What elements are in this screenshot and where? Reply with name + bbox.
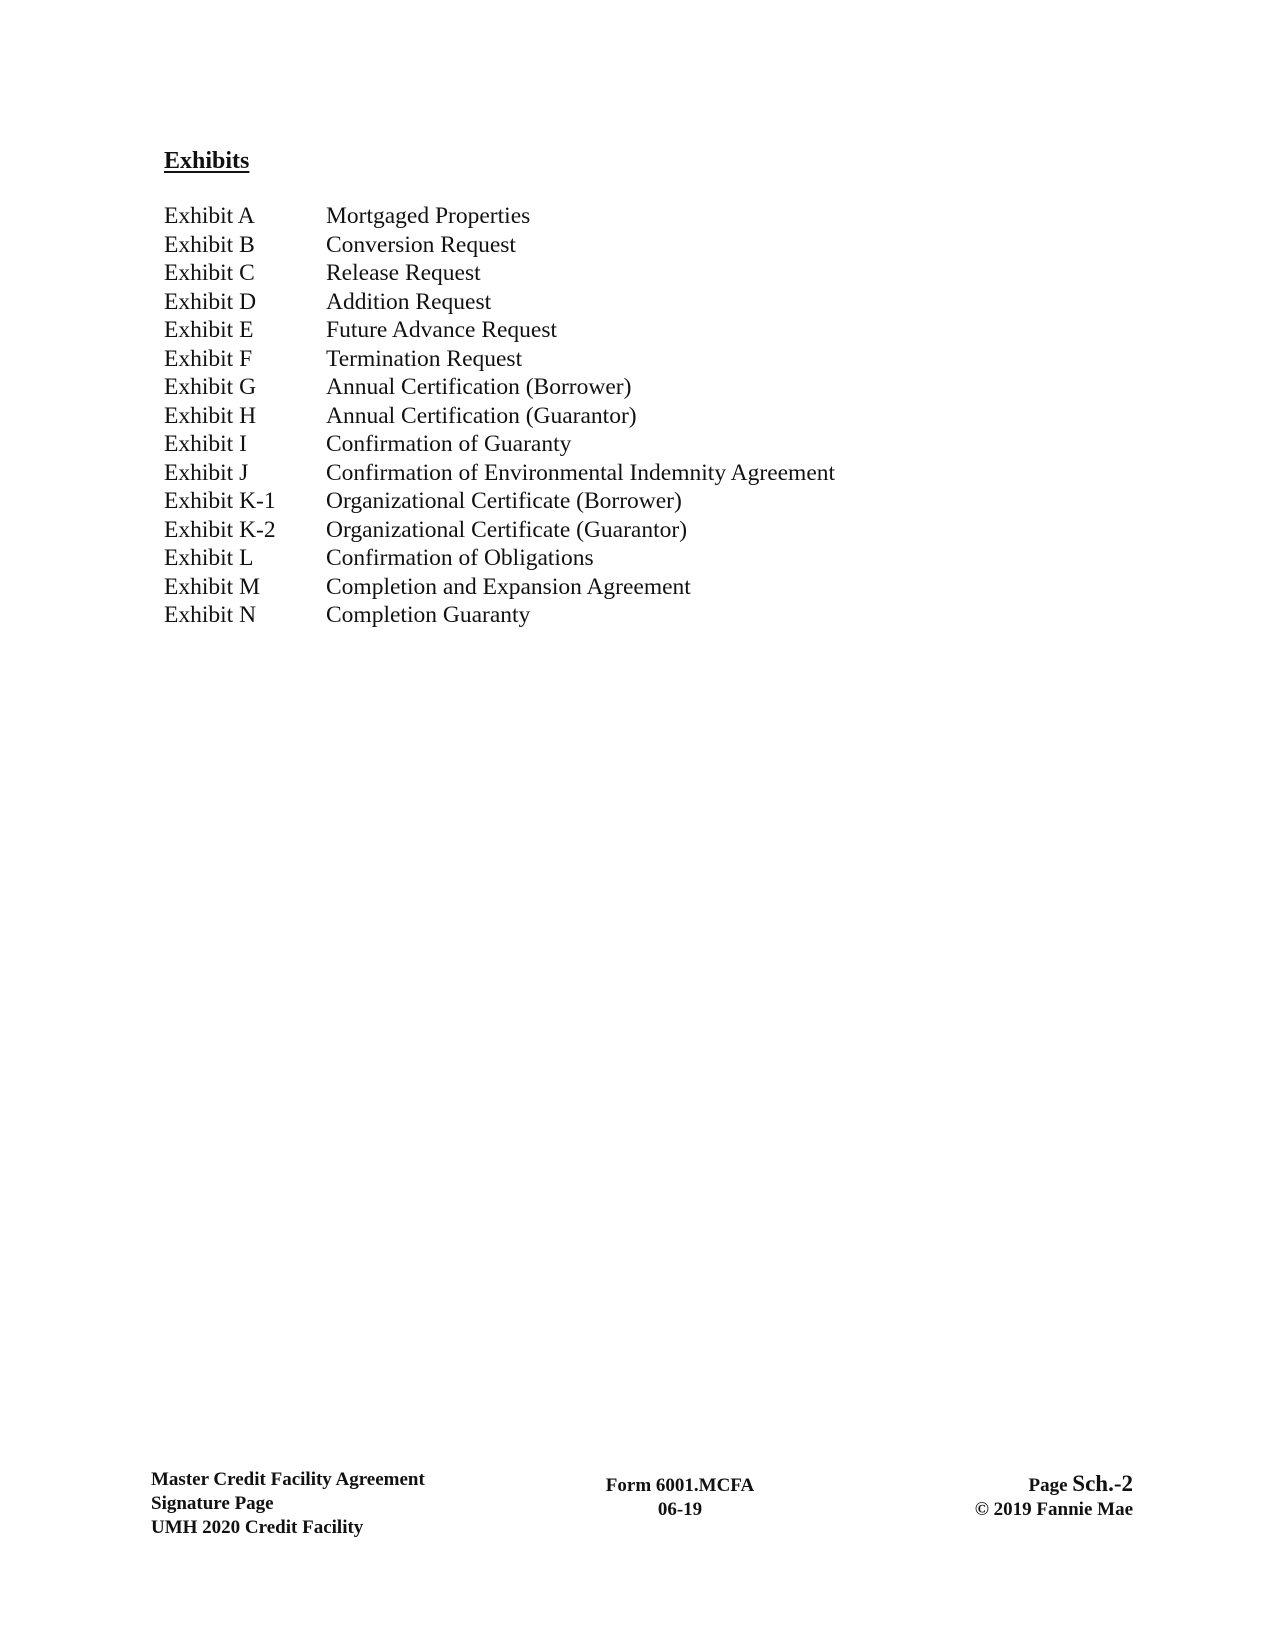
exhibit-row: [164, 516, 835, 545]
exhibit-row: [164, 601, 835, 630]
page-number-prefix: Page: [1028, 1475, 1068, 1496]
exhibit-title: Mortgaged Properties: [326, 203, 531, 229]
page-number: [975, 1472, 1133, 1498]
exhibit-title: Confirmation of Obligations: [326, 545, 594, 571]
exhibit-row: [164, 259, 835, 288]
exhibit-row: [164, 316, 835, 345]
exhibit-title: Organizational Certificate (Guarantor): [326, 516, 688, 543]
exhibit-label: Exhibit F: [164, 345, 253, 372]
footer-form-date: 06-19: [657, 1499, 703, 1520]
exhibit-row: [164, 402, 835, 431]
exhibit-label: Exhibit K-2: [164, 516, 276, 543]
exhibit-row: [164, 459, 835, 488]
footer-document-info: [151, 1468, 425, 1540]
exhibit-row: [164, 345, 835, 374]
exhibit-row: [164, 231, 835, 260]
exhibit-row: [164, 487, 835, 516]
exhibit-label: Exhibit H: [164, 402, 257, 429]
exhibit-title: Completion Guaranty: [326, 602, 531, 628]
exhibit-label: Exhibit L: [164, 545, 254, 571]
exhibit-row: [164, 430, 835, 459]
exhibit-row: [164, 573, 835, 602]
exhibit-label: Exhibit I: [164, 431, 247, 457]
exhibit-label: Exhibit D: [164, 288, 257, 315]
footer-page-info: [975, 1472, 1133, 1522]
exhibit-list: [164, 202, 835, 630]
exhibit-label: Exhibit K-1: [164, 488, 276, 514]
copyright-notice: © 2019 Fannie Mae: [974, 1499, 1133, 1520]
exhibit-label: Exhibit B: [164, 231, 255, 258]
exhibit-title: Addition Request: [326, 288, 492, 315]
exhibit-label: Exhibit C: [164, 260, 255, 286]
exhibit-title: Annual Certification (Guarantor): [326, 402, 637, 429]
exhibit-title: Release Request: [326, 260, 481, 286]
footer-document-title: Master Credit Facility Agreement: [151, 1469, 425, 1490]
exhibit-label: Exhibit A: [164, 203, 255, 229]
exhibit-title: Future Advance Request: [326, 317, 558, 343]
exhibit-row: [164, 544, 835, 573]
exhibit-label: Exhibit N: [164, 602, 257, 628]
footer-form-number: Form 6001.MCFA: [605, 1475, 755, 1496]
exhibits-heading: Exhibits: [164, 148, 250, 174]
footer-section-name: Signature Page: [151, 1493, 274, 1514]
exhibit-row: [164, 373, 835, 402]
exhibit-label: Exhibit G: [164, 374, 257, 400]
page-number-value: Sch.-2: [1072, 1471, 1133, 1496]
exhibit-label: Exhibit J: [164, 459, 249, 486]
exhibit-title: Confirmation of Guaranty: [326, 431, 572, 457]
footer-facility-name: UMH 2020 Credit Facility: [151, 1517, 364, 1538]
exhibit-title: Conversion Request: [326, 231, 516, 258]
exhibit-title: Completion and Expansion Agreement: [326, 573, 691, 600]
exhibit-label: Exhibit M: [164, 573, 260, 600]
exhibit-title: Annual Certification (Borrower): [326, 374, 632, 400]
exhibit-title: Organizational Certificate (Borrower): [326, 488, 682, 514]
footer-form-info: [560, 1474, 800, 1522]
exhibit-row: [164, 202, 835, 231]
exhibit-title: Termination Request: [326, 345, 523, 372]
exhibit-title: Confirmation of Environmental Indemnity Agreement: [326, 459, 836, 486]
exhibit-label: Exhibit E: [164, 317, 254, 343]
exhibit-row: [164, 288, 835, 317]
